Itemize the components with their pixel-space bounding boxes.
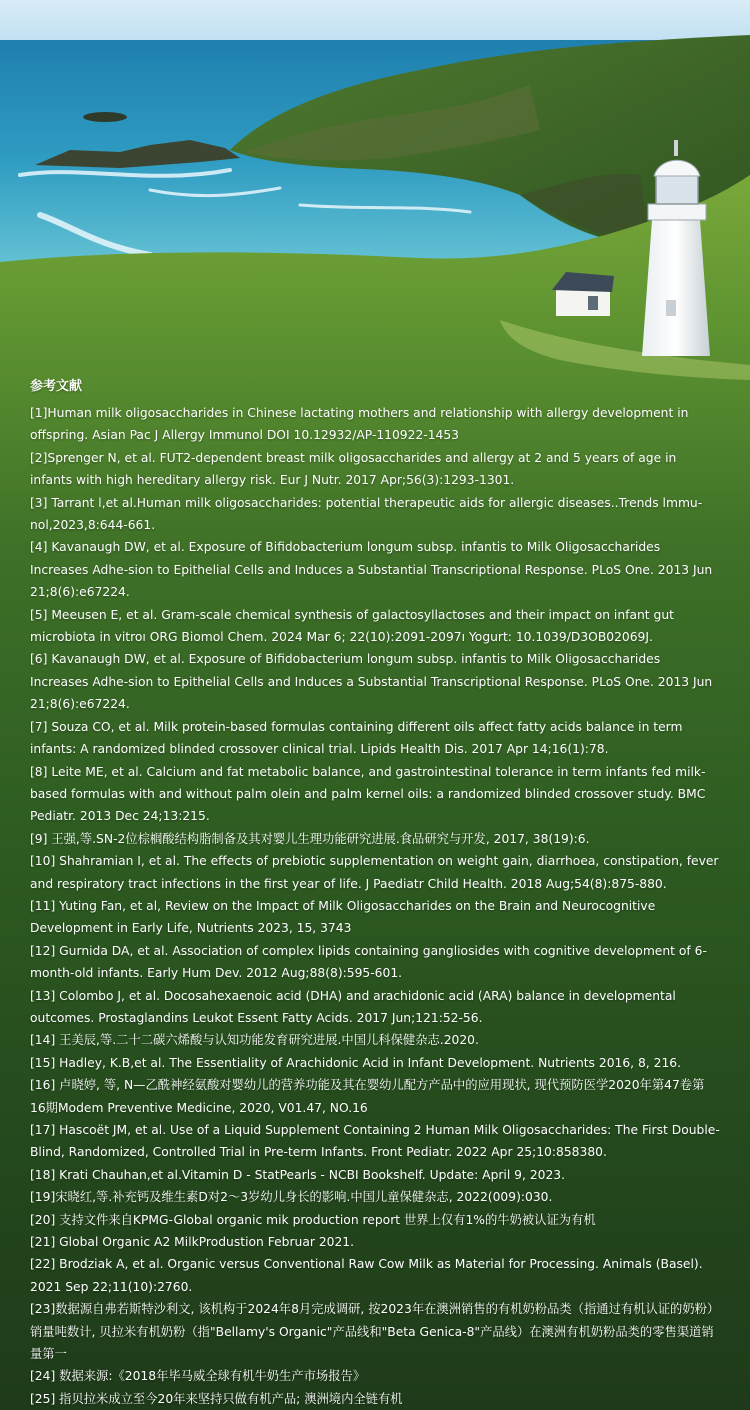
references-list xyxy=(30,402,720,1410)
reference-item: [22] Brodziak A, et al. Organic versus Conventional Raw Cow Milk as Material for Processing. Animals (Basel). 2021 Sep 22;11(10):2760. xyxy=(30,1257,703,1294)
reference-item: [4] Kavanaugh DW, et al. Exposure of Bifidobacterium longum subsp. infantis to Milk Oligosaccharides Increases Adhe-sion to Epithelial Cells and Induces a Substantial Transcriptional Response. PLoS One. 2013 Jun 21;8(6):e67224. xyxy=(30,540,713,600)
references-section xyxy=(30,378,720,1410)
reference-item: [11] Yuting Fan, et al, Review on the Impact of Milk Oligosaccharides on the Brain and Neurocognitive Development in Early Life, Nutrients 2023, 15, 3743 xyxy=(30,898,656,936)
cottage xyxy=(552,272,614,316)
reference-item: [25] 指贝拉米成立至今20年来坚持只做有机产品; 澳洲境内全链有机 xyxy=(30,1391,403,1406)
reference-item: [13] Colombo J, et al. Docosahexaenoic acid (DHA) and arachidonic acid (ARA) balance in developmental outcomes. Prostaglandins Leukot Essent Fatty Acids. 2017 Jun;121:52-56. xyxy=(30,988,676,1025)
reference-item: [9] 王强,等.SN-2位棕榈酸结构脂制备及其对婴儿生理功能研究进展.食品研究与开发, 2017, 38(19):6. xyxy=(30,831,590,846)
reference-item: [2]Sprenger N, et al. FUT2-dependent breast milk oligosaccharides and allergy at 2 and 5 years of age in infants with high hereditary allergy risk. Eur J Nutr. 2017 Apr;56(3):1293-1301. xyxy=(30,450,677,488)
reference-item: [17] Hascoët JM, et al. Use of a Liquid Supplement Containing 2 Human Milk Oligosaccharides: The First Double-Blind, Randomized, Controlled Trial in Pre-term Infants. Front Pediatr. 2022 Apr 25;10:858380. xyxy=(30,1123,720,1160)
reference-item: [18] Krati Chauhan,et al.Vitamin D - StatPearls - NCBI Bookshelf. Update: April 9, 2023. xyxy=(30,1167,566,1182)
reference-item: [21] Global Organic A2 MilkProdustion Februar 2021. xyxy=(30,1235,355,1250)
reference-item: [15] Hadley, K.B,et al. The Essentiality of Arachidonic Acid in Infant Development. Nutrients 2016, 8, 216. xyxy=(30,1055,682,1070)
reference-item: [20] 支持文件来自KPMG-Global organic mik production report 世界上仅有1%的牛奶被认证为有机 xyxy=(30,1212,596,1227)
reference-item: [10] Shahramian I, et al. The effects of prebiotic supplementation on weight gain, diarrhoea, constipation, fever and respiratory tract infections in the first year of life. J Paediatr Child Health. 2018 Aug;54(8):875-880. xyxy=(30,854,719,891)
reference-item: [8] Leite ME, et al. Calcium and fat metabolic balance, and gastrointestinal tolerance in term infants fed milk-based formulas with and without palm olein and palm kernel oils: a randomized blinded crossover study. BMC Pediatr. 2013 Dec 24;13:215. xyxy=(30,764,706,824)
reference-item: [14] 王美辰,等.二十二碳六烯酸与认知功能发育研究进展.中国儿科保健杂志.2020. xyxy=(30,1033,479,1048)
reference-item: [19]宋晓红,等.补充钙及维生素D对2～3岁幼儿身长的影响.中国儿童保健杂志, 2022(009):030. xyxy=(30,1190,553,1205)
reference-item: [16] 卢晓婷, 等, N—乙酰神经氨酸对婴幼儿的营养功能及其在婴幼儿配方产品中的应用现状, 现代预防医学2020年第47卷第16期Modem Preventive Medicine, 2020, V01.47, NO.16 xyxy=(30,1078,705,1115)
reference-item: [24] 数据来源:《2018年毕马威全球有机牛奶生产市场报告》 xyxy=(30,1369,366,1384)
reference-item: [7] Souza CO, et al. Milk protein-based formulas containing different oils affect fatty acids balance in term infants: A randomized blinded crossover clinical trial. Lipids Health Dis. 2017 Apr 14;16(1):78. xyxy=(30,719,683,757)
reference-item: [5] Meeusen E, et al. Gram-scale chemical synthesis of galactosyllactoses and their impact on infant gut microbiota in vitroı ORG Biomol Chem. 2024 Mar 6; 22(10):2091-2097ı Yogurt: 10.1039/D3OB02069J. xyxy=(30,607,674,645)
reference-item: [3] Tarrant l,et al.Human milk oligosaccharides: potential therapeutic aids for allergic diseases..Trends lmmu-nol,2023,8:644-661. xyxy=(30,495,703,533)
references-heading: 参考文献 xyxy=(30,379,83,394)
reference-item: [6] Kavanaugh DW, et al. Exposure of Bifidobacterium longum subsp. infantis to Milk Oligosaccharides Increases Adhe-sion to Epithelial Cells and Induces a Substantial Transcriptional Response. PLoS One. 2013 Jun 21;8(6):e67224. xyxy=(30,652,713,712)
reference-item: [1]Human milk oligosaccharides in Chinese lactating mothers and relationship with allergy development in offspring. Asian Pac J Allergy Immunol DOI 10.12932/AP-110922-1453 xyxy=(30,406,689,443)
reference-item: [23]数据源自弗若斯特沙利文, 该机构于2024年8月完成调研, 按2023年在澳洲销售的有机奶粉品类（指通过有机认证的奶粉）销量吨数计, 贝拉米有机奶粉（指"Bellamy's Organic"产品线和"Beta Genica-8"产品线）在澳洲有机奶粉品类的零售渠道销量第一 xyxy=(30,1302,720,1362)
reference-item: [12] Gurnida DA, et al. Association of complex lipids containing gangliosides with cognitive development of 6-month-old infants. Early Hum Dev. 2012 Aug;88(8):595-601. xyxy=(30,943,707,981)
